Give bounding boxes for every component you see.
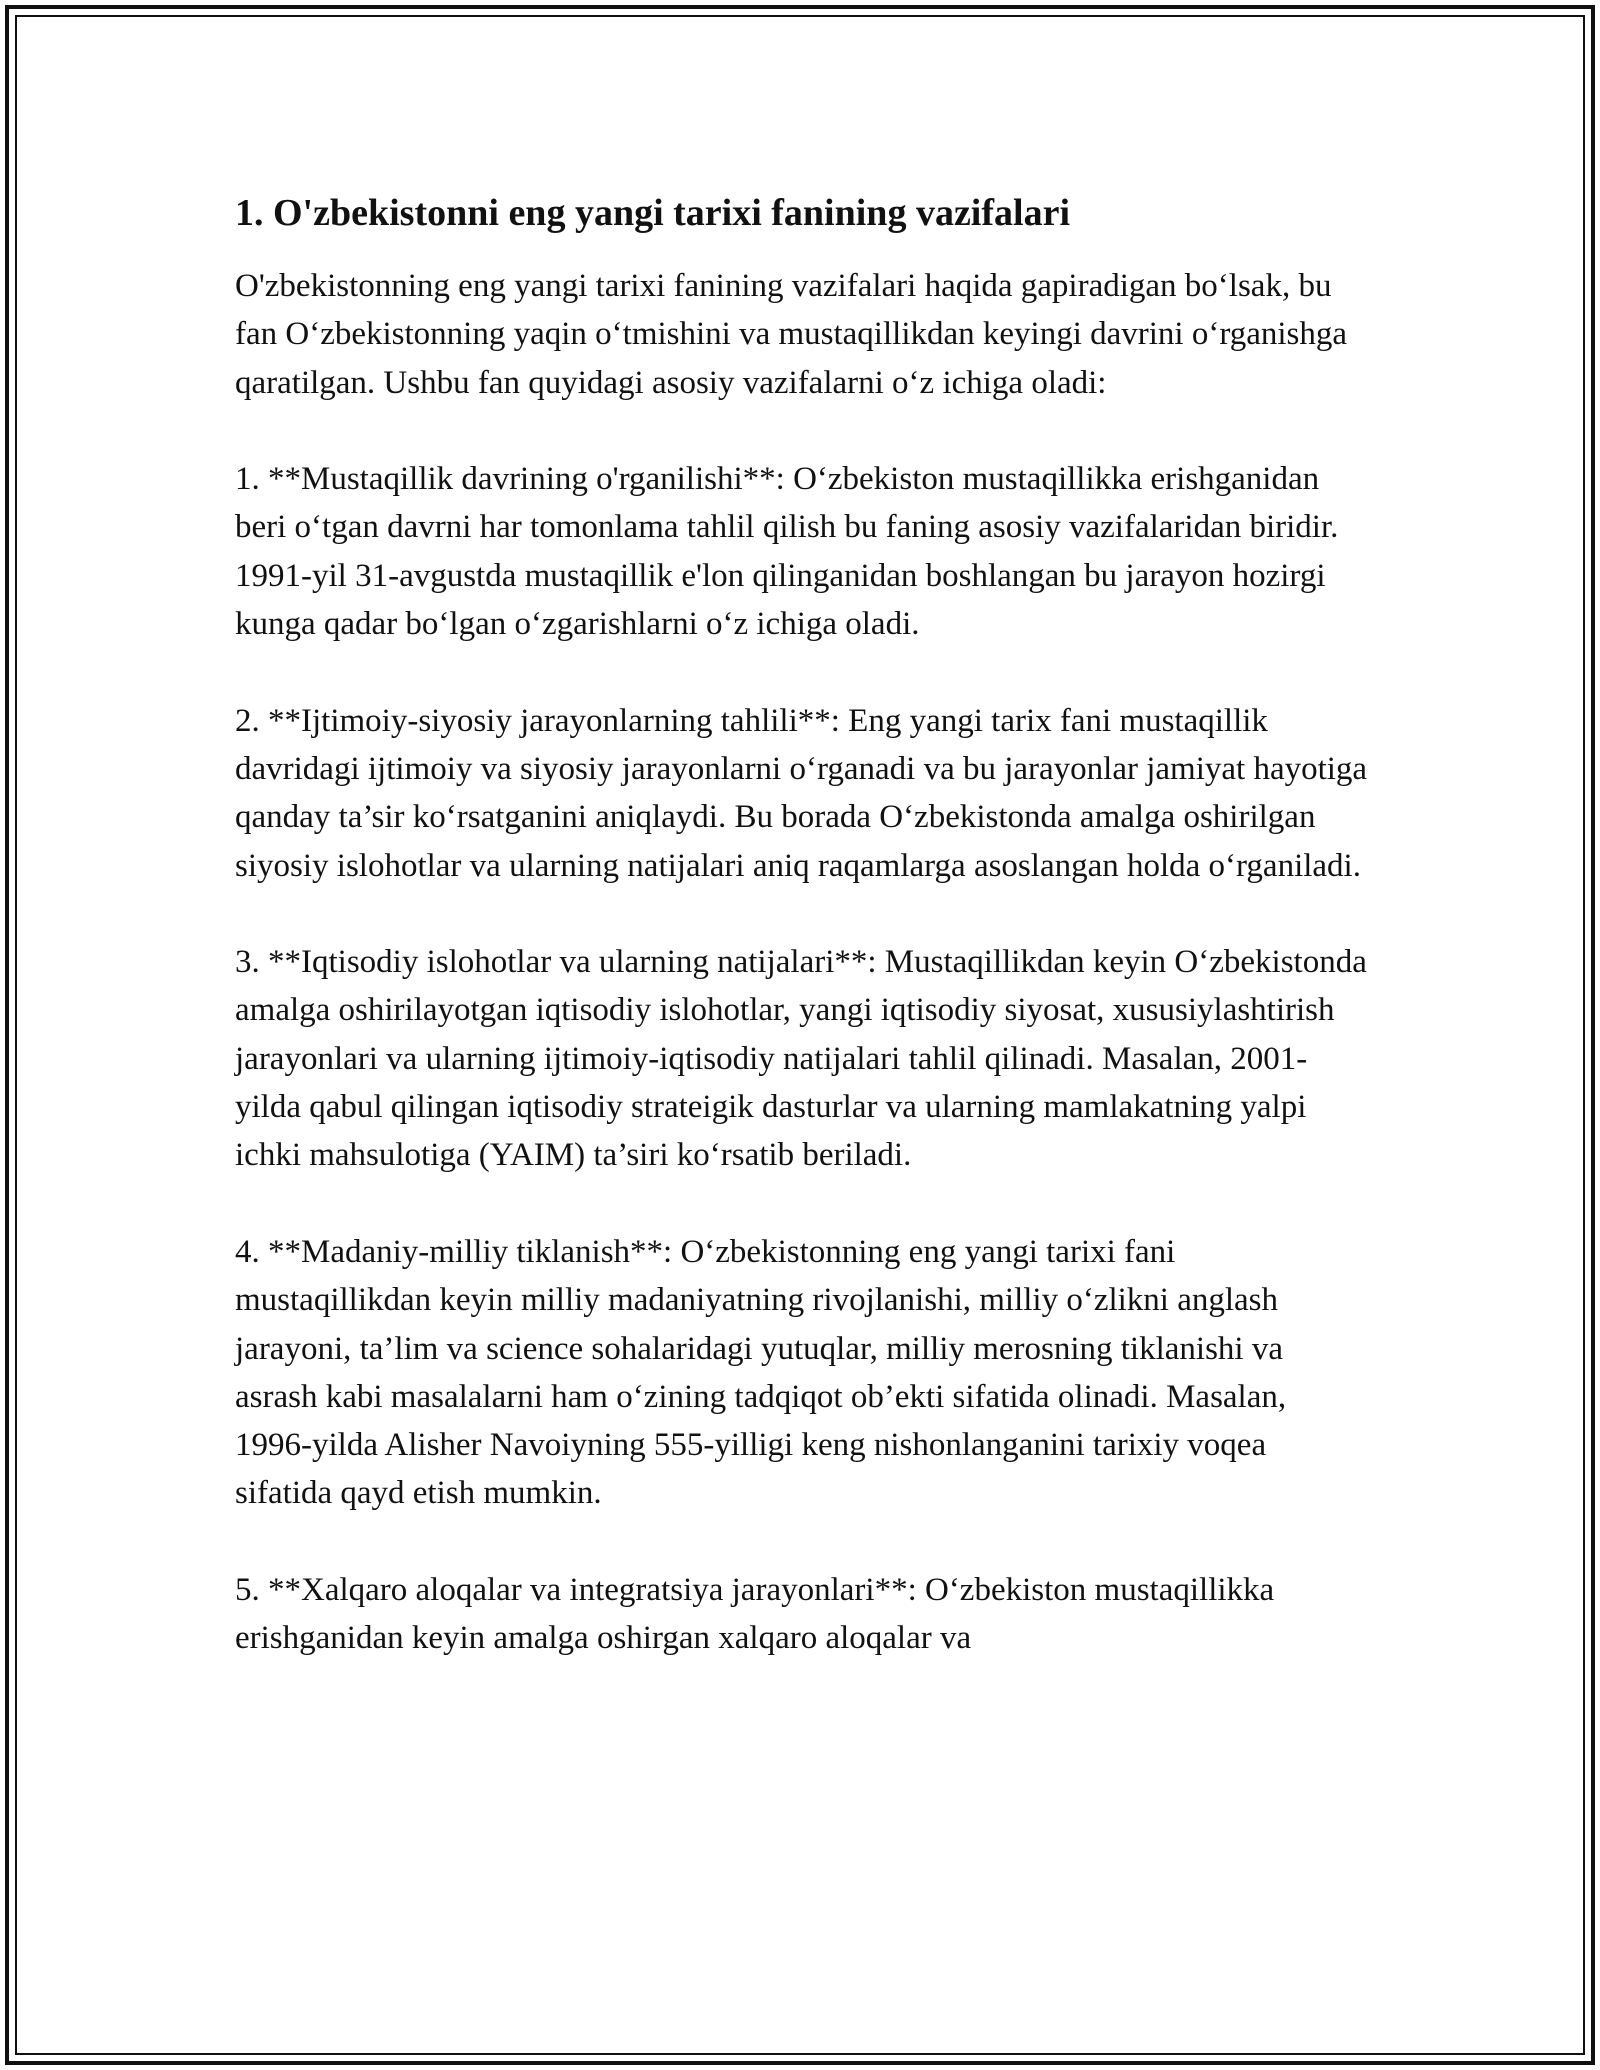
intro-paragraph: O'zbekistonning eng yangi tarixi fanining vazifalari haqida gapiradigan bo‘lsak, bu fan O‘zbekistonning yaqin o‘tmishini va mustaqillikdan keyingi davrini o‘rganishga qaratilgan. Ushbu fan quyidagi asosiy vazifalarni o‘z ichiga oladi: [235,268,1348,401]
document-body [235,188,1370,1711]
paragraph-task-2: 2. **Ijtimoiy-siyosiy jarayonlarning tahlili**: Eng yangi tarix fani mustaqillik davridagi ijtimoiy va siyosiy jarayonlarni o‘rganadi va bu jarayonlar jamiyat hayotiga qanday ta’sir ko‘rsatganini aniqlaydi. Bu borada O‘zbekistonda amalga oshirilgan siyosiy islohotlar va ularning natijalari aniq raqamlarga asoslangan holda o‘rganiladi. [235,702,1368,884]
paragraph-task-3: 3. **Iqtisodiy islohotlar va ularning natijalari**: Mustaqillikdan keyin O‘zbekistonda amalga oshirilayotgan iqtisodiy islohotlar, yangi iqtisodiy siyosat, xususiylashtirish jarayonlari va ularning ijtimoiy-iqtisodiy natijalari tahlil qilinadi. Masalan, 2001-yilda qabul qilingan iqtisodiy strateigik dasturlar va ularning mamlakatning yalpi ichki mahsulotiga (YAIM) ta’siri ko‘rsatib beriladi. [235,944,1367,1174]
document-title: 1. O'zbekistonni eng yangi tarixi fanining vazifalari [235,192,1070,234]
paragraph-task-1: 1. **Mustaqillik davrining o'rganilishi**: O‘zbekiston mustaqillikka erishganidan beri o‘tgan davrni har tomonlama tahlil qilish bu faning asosiy vazifalaridan biridir. 1991-yil 31-avgustda mustaqillik e'lon qilinganidan boshlangan bu jarayon hozirgi kunga qadar bo‘lgan o‘zgarishlarni o‘z ichiga oladi. [235,461,1339,643]
paragraph-task-4: 4. **Madaniy-milliy tiklanish**: O‘zbekistonning eng yangi tarixi fani mustaqillikdan keyin milliy madaniyatning rivojlanishi, milliy o‘zlikni anglash jarayoni, ta’lim va science sohalaridagi yutuqlar, milliy merosning tiklanishi va asrash kabi masalalarni ham o‘zining tadqiqot ob’ekti sifatida olinadi. Masalan, 1996-yilda Alisher Navoiyning 555-yilligi keng nishonlanganini tarixiy voqea sifatida qayd etish mumkin. [235,1233,1287,1512]
paragraph-task-5: 5. **Xalqaro aloqalar va integratsiya jarayonlari**: O‘zbekiston mustaqillikka erishganidan keyin amalga oshirgan xalqaro aloqalar va [235,1572,1275,1657]
